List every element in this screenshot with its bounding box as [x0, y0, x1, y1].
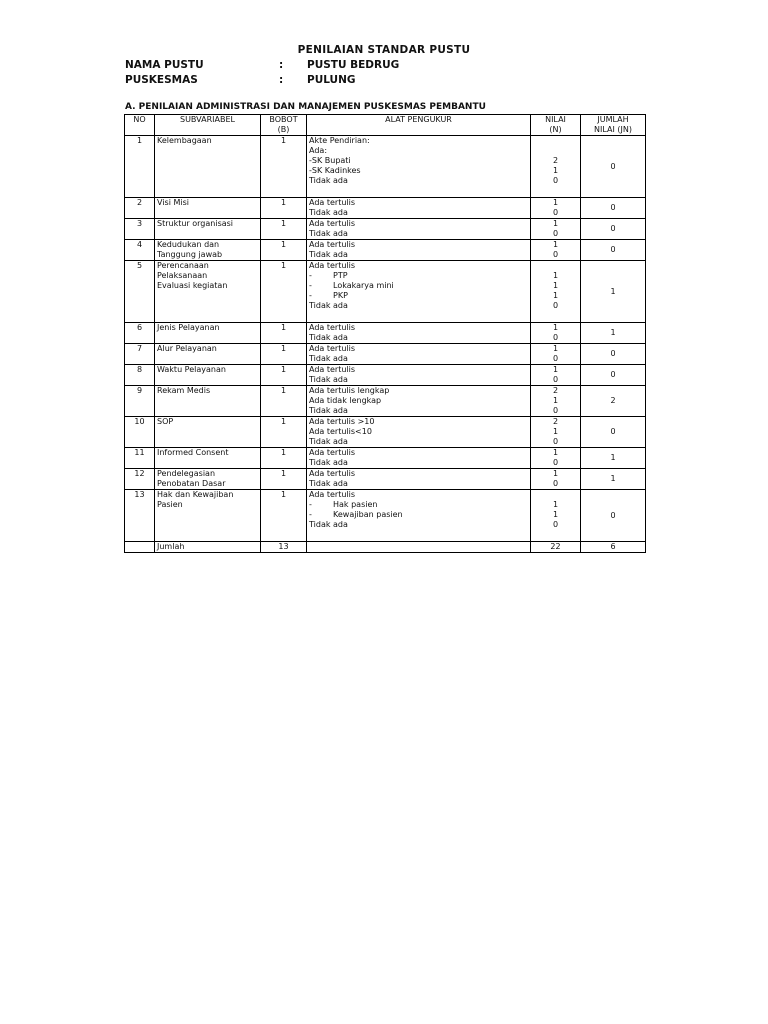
nilai-line: 1 — [552, 271, 559, 280]
nilai-line: 0 — [552, 479, 559, 488]
header-subvariabel: SUBVARIABEL — [155, 115, 261, 136]
alat-line: Ada tertulis — [309, 344, 356, 353]
alat-line-text: PKP — [333, 291, 348, 300]
bullet-dash: - — [309, 271, 312, 280]
alat-line: Ada tidak lengkap — [309, 396, 382, 405]
alat-line: Ada tertulis — [309, 219, 356, 228]
row-nilai — [531, 136, 581, 198]
row-subvariabel — [155, 386, 261, 417]
subvariabel-line: Hak dan Kewajiban — [157, 490, 234, 499]
header-nilai — [531, 115, 581, 136]
bullet-dash: - — [309, 291, 312, 300]
subvariabel-line: Kelembagaan — [157, 136, 212, 145]
row-no: 1 — [125, 136, 155, 198]
table-footer-row — [125, 542, 646, 553]
row-jumlah-nilai: 1 — [581, 323, 646, 344]
nilai-line: 0 — [552, 520, 559, 529]
nilai-line: 1 — [552, 500, 559, 509]
subvariabel-line: Informed Consent — [157, 448, 229, 457]
row-bobot: 1 — [261, 323, 307, 344]
nilai-line — [533, 146, 578, 156]
row-subvariabel — [155, 490, 261, 542]
row-bobot: 1 — [261, 490, 307, 542]
nilai-line: 1 — [552, 344, 559, 353]
row-bobot: 1 — [261, 448, 307, 469]
row-nilai — [531, 469, 581, 490]
nilai-line: 0 — [552, 406, 559, 415]
row-alat-pengukur — [307, 261, 531, 323]
row-bobot: 1 — [261, 136, 307, 198]
row-jumlah-nilai: 0 — [581, 490, 646, 542]
alat-line: Tidak ada — [309, 458, 348, 467]
nilai-line: 0 — [552, 437, 559, 446]
footer-bobot-total: 13 — [261, 542, 307, 553]
row-subvariabel — [155, 344, 261, 365]
row-alat-pengukur — [307, 490, 531, 542]
row-jumlah-nilai: 0 — [581, 417, 646, 448]
row-no: 5 — [125, 261, 155, 323]
table-row — [125, 344, 646, 365]
row-bobot: 1 — [261, 344, 307, 365]
row-nilai — [531, 386, 581, 417]
nilai-line: 0 — [552, 176, 559, 185]
nilai-line: 0 — [552, 301, 559, 310]
alat-line: Ada tertulis — [309, 261, 356, 270]
row-bobot: 1 — [261, 386, 307, 417]
alat-line — [309, 500, 528, 510]
nama-pustu-value: PUSTU BEDRUG — [307, 59, 400, 71]
row-jumlah-nilai: 0 — [581, 240, 646, 261]
alat-line: Ada tertulis — [309, 365, 356, 374]
nilai-line: 1 — [552, 510, 559, 519]
row-no: 11 — [125, 448, 155, 469]
row-subvariabel — [155, 198, 261, 219]
alat-line: Akte Pendirian: — [309, 136, 370, 145]
row-alat-pengukur — [307, 469, 531, 490]
table-row — [125, 417, 646, 448]
nilai-line: 1 — [552, 396, 559, 405]
alat-line: Tidak ada — [309, 229, 348, 238]
nilai-line: 1 — [552, 469, 559, 478]
row-bobot: 1 — [261, 365, 307, 386]
row-no: 3 — [125, 219, 155, 240]
header-alat-pengukur: ALAT PENGUKUR — [307, 115, 531, 136]
row-bobot: 1 — [261, 240, 307, 261]
row-nilai — [531, 344, 581, 365]
nilai-line: 1 — [552, 291, 559, 300]
row-jumlah-nilai: 1 — [581, 469, 646, 490]
bullet-dash: - — [309, 510, 312, 519]
row-subvariabel — [155, 136, 261, 198]
alat-line: Ada tertulis<10 — [309, 427, 372, 436]
row-alat-pengukur — [307, 240, 531, 261]
row-alat-pengukur — [307, 365, 531, 386]
subvariabel-line: Jenis Pelayanan — [157, 323, 220, 332]
header-bobot-line1: BOBOT — [269, 115, 298, 124]
puskesmas-label: PUSKESMAS — [125, 74, 198, 86]
row-subvariabel — [155, 323, 261, 344]
subvariabel-line: Alur Pelayanan — [157, 344, 217, 353]
nilai-line: 0 — [552, 229, 559, 238]
row-jumlah-nilai: 0 — [581, 219, 646, 240]
alat-line: -SK Kadinkes — [309, 166, 361, 175]
alat-line — [309, 281, 528, 291]
nilai-line: 0 — [552, 458, 559, 467]
row-nilai — [531, 219, 581, 240]
row-no: 4 — [125, 240, 155, 261]
table-row — [125, 386, 646, 417]
alat-line-text: Kewajiban pasien — [333, 510, 403, 519]
alat-line: Tidak ada — [309, 333, 348, 342]
nilai-line — [533, 490, 578, 500]
footer-nilai-total: 22 — [531, 542, 581, 553]
nilai-line: 0 — [552, 250, 559, 259]
header-no: NO — [125, 115, 155, 136]
header-jumlah-line1: JUMLAH — [597, 115, 629, 124]
table-row — [125, 365, 646, 386]
alat-line: Ada tertulis — [309, 198, 356, 207]
alat-line: -SK Bupati — [309, 156, 351, 165]
alat-line: Tidak ada — [309, 250, 348, 259]
subvariabel-line: Perencanaan — [157, 261, 209, 270]
alat-line: Tidak ada — [309, 354, 348, 363]
alat-line: Tidak ada — [309, 520, 348, 529]
row-nilai — [531, 323, 581, 344]
document-title: PENILAIAN STANDAR PUSTU — [297, 44, 471, 56]
header-bobot-line2: (B) — [277, 125, 290, 134]
row-no: 6 — [125, 323, 155, 344]
alat-line: Tidak ada — [309, 176, 348, 185]
subvariabel-line: Penobatan Dasar — [157, 479, 226, 488]
row-subvariabel — [155, 240, 261, 261]
subvariabel-line: Waktu Pelayanan — [157, 365, 226, 374]
alat-line — [309, 271, 528, 281]
row-jumlah-nilai: 0 — [581, 365, 646, 386]
alat-line: Ada tertulis — [309, 240, 356, 249]
header-jumlah-line2: NILAI (JN) — [594, 125, 632, 134]
header-jumlah-nilai — [581, 115, 646, 136]
row-bobot: 1 — [261, 417, 307, 448]
table-row — [125, 261, 646, 323]
row-subvariabel — [155, 469, 261, 490]
nilai-line: 1 — [552, 427, 559, 436]
row-nilai — [531, 261, 581, 323]
nama-pustu-colon: : — [279, 59, 284, 71]
alat-line: Tidak ada — [309, 406, 348, 415]
alat-line: Tidak ada — [309, 437, 348, 446]
nilai-line: 1 — [552, 240, 559, 249]
row-alat-pengukur — [307, 417, 531, 448]
table-row — [125, 198, 646, 219]
row-alat-pengukur — [307, 219, 531, 240]
table-row — [125, 240, 646, 261]
row-jumlah-nilai: 2 — [581, 386, 646, 417]
row-bobot: 1 — [261, 261, 307, 323]
row-nilai — [531, 448, 581, 469]
table-row — [125, 323, 646, 344]
nilai-line: 0 — [552, 333, 559, 342]
nilai-line: 1 — [552, 323, 559, 332]
table-header-row — [125, 115, 646, 136]
row-alat-pengukur — [307, 344, 531, 365]
table-row — [125, 490, 646, 542]
alat-line: Ada tertulis — [309, 469, 356, 478]
footer-no — [125, 542, 155, 553]
row-jumlah-nilai: 0 — [581, 136, 646, 198]
row-jumlah-nilai: 1 — [581, 448, 646, 469]
alat-line: Ada tertulis >10 — [309, 417, 375, 426]
nilai-line: 1 — [552, 166, 559, 175]
nilai-line: 0 — [552, 375, 559, 384]
footer-alat — [307, 542, 531, 553]
subvariabel-line: Pelaksanaan — [157, 271, 208, 280]
alat-line: Tidak ada — [309, 301, 348, 310]
nilai-line — [533, 136, 578, 146]
alat-line-text: PTP — [333, 271, 348, 280]
row-no: 8 — [125, 365, 155, 386]
row-nilai — [531, 490, 581, 542]
nilai-line: 0 — [552, 354, 559, 363]
nilai-line — [533, 261, 578, 271]
subvariabel-line: SOP — [157, 417, 174, 426]
header-nilai-line1: NILAI — [545, 115, 566, 124]
nilai-line: 2 — [552, 417, 559, 426]
row-no: 2 — [125, 198, 155, 219]
row-no: 9 — [125, 386, 155, 417]
row-alat-pengukur — [307, 136, 531, 198]
row-subvariabel — [155, 417, 261, 448]
assessment-table — [124, 114, 646, 553]
footer-jn-total: 6 — [581, 542, 646, 553]
footer-label: Jumlah — [155, 542, 261, 553]
bullet-dash: - — [309, 281, 312, 290]
nilai-line: 0 — [552, 208, 559, 217]
row-alat-pengukur — [307, 386, 531, 417]
row-jumlah-nilai: 0 — [581, 198, 646, 219]
row-alat-pengukur — [307, 198, 531, 219]
row-no: 10 — [125, 417, 155, 448]
row-jumlah-nilai: 1 — [581, 261, 646, 323]
table-row — [125, 469, 646, 490]
row-bobot: 1 — [261, 219, 307, 240]
alat-line: Tidak ada — [309, 479, 348, 488]
alat-line: Ada tertulis — [309, 323, 356, 332]
subvariabel-line: Rekam Medis — [157, 386, 211, 395]
row-subvariabel — [155, 261, 261, 323]
alat-line: Tidak ada — [309, 375, 348, 384]
nilai-line: 1 — [552, 365, 559, 374]
nilai-line: 2 — [552, 156, 559, 165]
row-bobot: 1 — [261, 198, 307, 219]
alat-line — [309, 291, 528, 301]
nilai-line: 1 — [552, 219, 559, 228]
row-jumlah-nilai: 0 — [581, 344, 646, 365]
table-row — [125, 136, 646, 198]
subvariabel-line: Kedudukan dan — [157, 240, 220, 249]
subvariabel-line: Evaluasi kegiatan — [157, 281, 228, 290]
table-row — [125, 219, 646, 240]
row-subvariabel — [155, 448, 261, 469]
row-nilai — [531, 240, 581, 261]
row-bobot: 1 — [261, 469, 307, 490]
alat-line: Ada tertulis lengkap — [309, 386, 390, 395]
header-nilai-line2: (N) — [549, 125, 562, 134]
alat-line: Tidak ada — [309, 208, 348, 217]
row-alat-pengukur — [307, 323, 531, 344]
puskesmas-value: PULUNG — [307, 74, 356, 86]
alat-line: Ada: — [309, 146, 328, 155]
bullet-dash: - — [309, 500, 312, 509]
row-subvariabel — [155, 219, 261, 240]
row-no: 12 — [125, 469, 155, 490]
nama-pustu-label: NAMA PUSTU — [125, 59, 204, 71]
nilai-line: 1 — [552, 281, 559, 290]
subvariabel-line: Pasien — [157, 500, 183, 509]
nilai-line: 2 — [552, 386, 559, 395]
alat-line-text: Lokakarya mini — [333, 281, 394, 290]
alat-line: Ada tertulis — [309, 448, 356, 457]
alat-line: Ada tertulis — [309, 490, 356, 499]
puskesmas-colon: : — [279, 74, 284, 86]
section-heading: A. PENILAIAN ADMINISTRASI DAN MANAJEMEN PUSKESMAS PEMBANTU — [125, 102, 486, 112]
row-no: 13 — [125, 490, 155, 542]
row-nilai — [531, 365, 581, 386]
subvariabel-line: Pendelegasian — [157, 469, 216, 478]
alat-line — [309, 510, 528, 520]
header-bobot — [261, 115, 307, 136]
row-subvariabel — [155, 365, 261, 386]
row-nilai — [531, 198, 581, 219]
alat-line-text: Hak pasien — [333, 500, 378, 509]
subvariabel-line: Tanggung jawab — [157, 250, 223, 259]
nilai-line: 1 — [552, 198, 559, 207]
subvariabel-line: Visi Misi — [157, 198, 189, 207]
row-nilai — [531, 417, 581, 448]
subvariabel-line: Struktur organisasi — [157, 219, 234, 228]
row-alat-pengukur — [307, 448, 531, 469]
nilai-line: 1 — [552, 448, 559, 457]
table-row — [125, 448, 646, 469]
row-no: 7 — [125, 344, 155, 365]
